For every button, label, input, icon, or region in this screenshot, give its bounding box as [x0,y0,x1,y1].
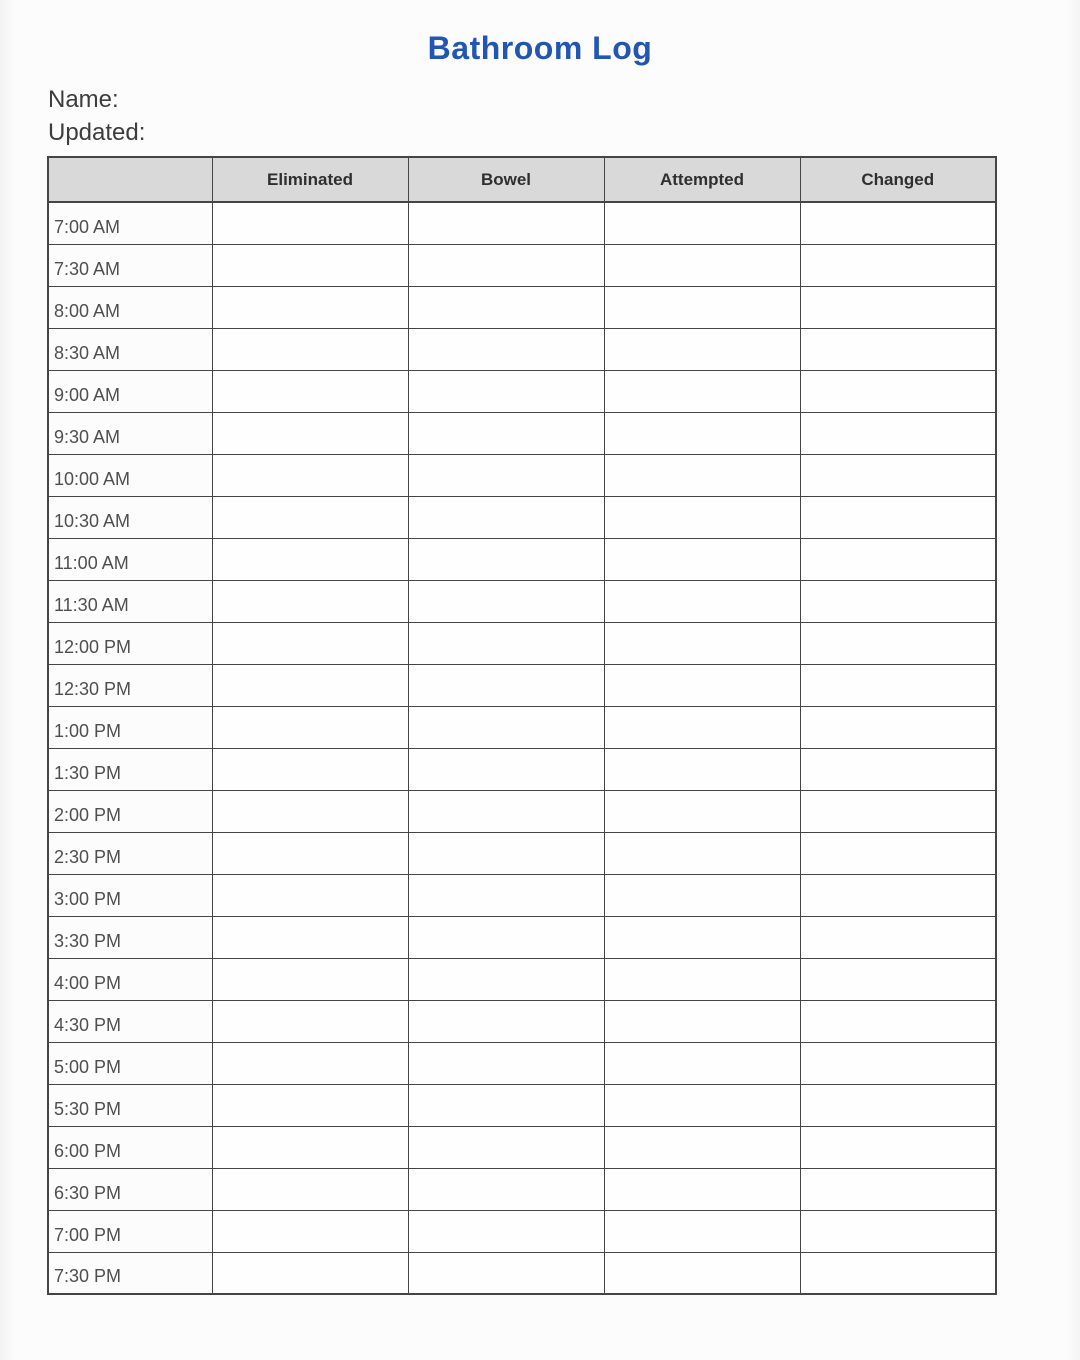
entry-cell-bowel[interactable] [408,832,604,874]
time-label-cell: 7:30 PM [48,1252,212,1294]
entry-cell-attempted[interactable] [604,1210,800,1252]
entry-cell-bowel[interactable] [408,370,604,412]
entry-cell-bowel[interactable] [408,706,604,748]
entry-cell-changed[interactable] [800,706,996,748]
time-column-header [48,157,212,202]
entry-cell-eliminated[interactable] [212,832,408,874]
time-label-cell: 7:00 PM [48,1210,212,1252]
entry-cell-eliminated[interactable] [212,790,408,832]
entry-cell-attempted[interactable] [604,790,800,832]
entry-cell-changed[interactable] [800,328,996,370]
name-label: Name: [48,86,119,113]
time-label-cell: 7:30 AM [48,244,212,286]
entry-cell-eliminated[interactable] [212,706,408,748]
entry-cell-attempted[interactable] [604,1042,800,1084]
entry-cell-attempted[interactable] [604,664,800,706]
updated-field-row[interactable] [48,116,1080,149]
table-row [48,580,996,622]
entry-cell-bowel[interactable] [408,1168,604,1210]
column-header-attempted: Attempted [604,157,800,202]
entry-cell-bowel[interactable] [408,1000,604,1042]
entry-cell-changed[interactable] [800,454,996,496]
entry-cell-eliminated[interactable] [212,202,408,244]
entry-cell-bowel[interactable] [408,958,604,1000]
table-row [48,1000,996,1042]
time-label-cell: 6:30 PM [48,1168,212,1210]
entry-cell-bowel[interactable] [408,748,604,790]
time-label-cell: 2:30 PM [48,832,212,874]
entry-cell-changed[interactable] [800,1210,996,1252]
entry-cell-bowel[interactable] [408,916,604,958]
entry-cell-eliminated[interactable] [212,454,408,496]
entry-cell-changed[interactable] [800,832,996,874]
entry-cell-attempted[interactable] [604,202,800,244]
entry-cell-bowel[interactable] [408,790,604,832]
time-label-cell: 9:00 AM [48,370,212,412]
table-row [48,916,996,958]
table-row [48,790,996,832]
entry-cell-bowel[interactable] [408,328,604,370]
entry-cell-bowel[interactable] [408,286,604,328]
entry-cell-eliminated[interactable] [212,664,408,706]
entry-cell-changed[interactable] [800,622,996,664]
entry-cell-attempted[interactable] [604,286,800,328]
entry-cell-attempted[interactable] [604,958,800,1000]
entry-cell-eliminated[interactable] [212,370,408,412]
table-row [48,202,996,244]
entry-cell-eliminated[interactable] [212,1252,408,1294]
entry-cell-changed[interactable] [800,916,996,958]
entry-cell-changed[interactable] [800,1168,996,1210]
entry-cell-bowel[interactable] [408,202,604,244]
entry-cell-bowel[interactable] [408,580,604,622]
time-label-cell: 5:30 PM [48,1084,212,1126]
entry-cell-bowel[interactable] [408,664,604,706]
entry-cell-changed[interactable] [800,580,996,622]
entry-cell-eliminated[interactable] [212,244,408,286]
entry-cell-attempted[interactable] [604,916,800,958]
entry-cell-eliminated[interactable] [212,496,408,538]
entry-cell-eliminated[interactable] [212,748,408,790]
entry-cell-changed[interactable] [800,1126,996,1168]
entry-cell-attempted[interactable] [604,538,800,580]
entry-cell-changed[interactable] [800,874,996,916]
entry-cell-attempted[interactable] [604,412,800,454]
time-label-cell: 5:00 PM [48,1042,212,1084]
entry-cell-changed[interactable] [800,496,996,538]
entry-cell-eliminated[interactable] [212,1000,408,1042]
table-row [48,1126,996,1168]
time-label-cell: 6:00 PM [48,1126,212,1168]
entry-cell-eliminated[interactable] [212,1168,408,1210]
entry-cell-attempted[interactable] [604,328,800,370]
entry-cell-bowel[interactable] [408,1042,604,1084]
entry-cell-eliminated[interactable] [212,580,408,622]
entry-cell-eliminated[interactable] [212,1042,408,1084]
table-row [48,832,996,874]
time-label-cell: 1:00 PM [48,706,212,748]
entry-cell-changed[interactable] [800,1042,996,1084]
page-title: Bathroom Log [427,30,653,66]
table-row [48,1252,996,1294]
entry-cell-attempted[interactable] [604,622,800,664]
table-row [48,874,996,916]
form-meta [48,83,1080,149]
column-header-bowel: Bowel [408,157,604,202]
entry-cell-attempted[interactable] [604,1126,800,1168]
entry-cell-attempted[interactable] [604,1168,800,1210]
entry-cell-attempted[interactable] [604,370,800,412]
entry-cell-bowel[interactable] [408,538,604,580]
entry-cell-bowel[interactable] [408,496,604,538]
entry-cell-bowel[interactable] [408,412,604,454]
entry-cell-eliminated[interactable] [212,328,408,370]
entry-cell-eliminated[interactable] [212,1126,408,1168]
entry-cell-changed[interactable] [800,664,996,706]
table-row [48,328,996,370]
time-label-cell: 8:30 AM [48,328,212,370]
entry-cell-attempted[interactable] [604,1000,800,1042]
time-label-cell: 7:00 AM [48,202,212,244]
entry-cell-eliminated[interactable] [212,874,408,916]
entry-cell-changed[interactable] [800,1252,996,1294]
entry-cell-attempted[interactable] [604,496,800,538]
entry-cell-attempted[interactable] [604,706,800,748]
time-label-cell: 12:00 PM [48,622,212,664]
time-label-cell: 3:00 PM [48,874,212,916]
table-row [48,1084,996,1126]
entry-cell-eliminated[interactable] [212,916,408,958]
entry-cell-eliminated[interactable] [212,538,408,580]
table-row [48,496,996,538]
entry-cell-changed[interactable] [800,244,996,286]
column-header-eliminated: Eliminated [212,157,408,202]
bathroom-log-table [47,156,997,1295]
entry-cell-bowel[interactable] [408,454,604,496]
table-row [48,538,996,580]
entry-cell-bowel[interactable] [408,1084,604,1126]
name-field-row[interactable] [48,83,1080,116]
time-label-cell: 2:00 PM [48,790,212,832]
table-row [48,370,996,412]
time-label-cell: 9:30 AM [48,412,212,454]
time-label-cell: 8:00 AM [48,286,212,328]
entry-cell-eliminated[interactable] [212,958,408,1000]
table-row [48,244,996,286]
table-row [48,622,996,664]
entry-cell-attempted[interactable] [604,832,800,874]
entry-cell-bowel[interactable] [408,244,604,286]
table-header-row [48,157,996,202]
time-label-cell: 4:30 PM [48,1000,212,1042]
time-label-cell: 12:30 PM [48,664,212,706]
entry-cell-attempted[interactable] [604,1252,800,1294]
entry-cell-changed[interactable] [800,538,996,580]
time-label-cell: 11:00 AM [48,538,212,580]
table-row [48,1168,996,1210]
entry-cell-attempted[interactable] [604,1084,800,1126]
entry-cell-changed[interactable] [800,1000,996,1042]
table-row [48,958,996,1000]
entry-cell-changed[interactable] [800,286,996,328]
entry-cell-bowel[interactable] [408,1210,604,1252]
table-row [48,748,996,790]
entry-cell-attempted[interactable] [604,244,800,286]
entry-cell-changed[interactable] [800,202,996,244]
time-label-cell: 4:00 PM [48,958,212,1000]
entry-cell-eliminated[interactable] [212,622,408,664]
table-row [48,1042,996,1084]
entry-cell-changed[interactable] [800,790,996,832]
entry-cell-bowel[interactable] [408,1126,604,1168]
entry-cell-bowel[interactable] [408,874,604,916]
table-row [48,286,996,328]
entry-cell-bowel[interactable] [408,1252,604,1294]
entry-cell-bowel[interactable] [408,622,604,664]
entry-cell-changed[interactable] [800,748,996,790]
table-row [48,454,996,496]
entry-cell-attempted[interactable] [604,748,800,790]
entry-cell-eliminated[interactable] [212,286,408,328]
entry-cell-attempted[interactable] [604,454,800,496]
time-label-cell: 10:00 AM [48,454,212,496]
table-row [48,706,996,748]
column-header-changed: Changed [800,157,996,202]
updated-label: Updated: [48,119,146,146]
entry-cell-attempted[interactable] [604,580,800,622]
entry-cell-changed[interactable] [800,1084,996,1126]
entry-cell-attempted[interactable] [604,874,800,916]
entry-cell-eliminated[interactable] [212,1084,408,1126]
time-label-cell: 1:30 PM [48,748,212,790]
entry-cell-eliminated[interactable] [212,412,408,454]
entry-cell-eliminated[interactable] [212,1210,408,1252]
entry-cell-changed[interactable] [800,370,996,412]
time-label-cell: 10:30 AM [48,496,212,538]
table-row [48,412,996,454]
entry-cell-changed[interactable] [800,958,996,1000]
entry-cell-changed[interactable] [800,412,996,454]
time-label-cell: 3:30 PM [48,916,212,958]
time-label-cell: 11:30 AM [48,580,212,622]
table-row [48,1210,996,1252]
table-row [48,664,996,706]
